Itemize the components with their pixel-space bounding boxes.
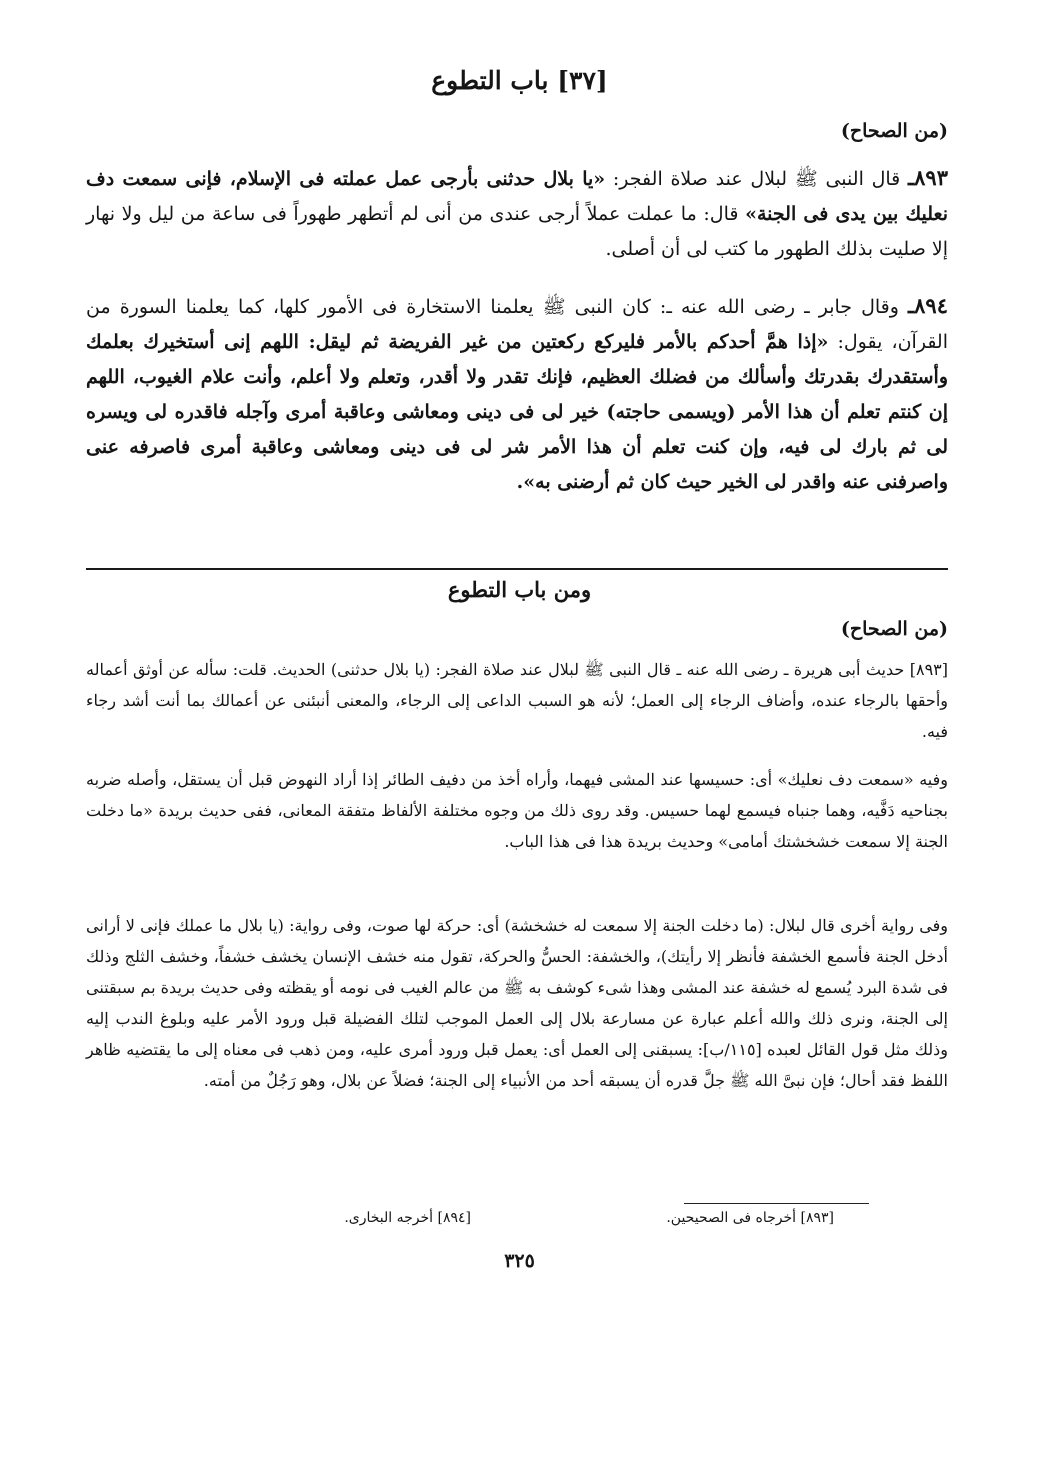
source-label: (من الصحاح)	[840, 618, 948, 640]
hadith-intro: وقال جابر ـ رضى الله عنه ـ: كان النبى ﷺ يعلمنا الاستخارة فى الأمور كلها، كما يعلمنا السورة من القرآن، يقول:	[86, 296, 948, 353]
section-divider	[86, 568, 948, 570]
hadith-quote: «إذا همَّ أحدكم بالأمر فليركع ركعتين من غير الفريضة ثم ليقل: اللهم إنى أستخيرك بعلمك وأستقدرك بقدرتك وأسألك من فضلك العظيم، فإنك تقدر ولا أقدر، وتعلم ولا أعلم، وأنت علام الغيوب، اللهم إن كنتم تعلم أن هذا الأمر (ويسمى حاجته) خير لى فى دينى ومعاشى وعاقبة أمرى وآجله فاقدره لى ويسره لى ثم بارك لى فيه، وإن كنت تعلم أن هذا الأمر شر لى فى دينى ومعاشى وعاقبة أمرى فاصرفه عنى واصرفنى عنه واقدر لى الخير حيث كان ثم أرضنى به».	[86, 331, 948, 493]
hadith-quote: «يا بلال حدثنى بأرجى عمل عملته فى الإسلام، فإنى سمعت دف نعليك بين يدى فى الجنة»	[86, 168, 948, 225]
commentary-paragraph: وفيه «سمعت دف نعليك» أى: حسيسها عند المشى فيهما، وأراه أخذ من دفيف الطائر إذا أراد النهوض قبل أن يستقل، وأصله ضربه بجناحيه دَفَّيه، وهما جنباه فيسمع لهما حسيس. وقد روى ذلك من وجوه مختلفة الألفاظ متفقة المعانى، ففى حديث بريدة «ما دخلت الجنة إلا سمعت خشخشتك أمامى» وحديث بريدة هذا فى هذا الباب.	[86, 770, 949, 851]
hadith-intro: قال النبى ﷺ لبلال عند صلاة الفجر:	[605, 168, 901, 190]
hadith-894	[86, 288, 948, 500]
section-title: ومن باب التطوع	[447, 577, 592, 602]
hadith-893	[86, 160, 948, 267]
footnote-893: [٨٩٣] أخرجاه فى الصحيحين.	[666, 1210, 834, 1226]
hadith-number: ٨٩٣ـ	[908, 165, 948, 190]
chapter-title: [٣٧] باب التطوع	[431, 66, 608, 95]
footnote-rule	[684, 1203, 869, 1204]
footnote-894: [٨٩٤] أخرجه البخارى.	[344, 1210, 471, 1226]
page-number: ٣٢٥	[504, 1250, 535, 1272]
hadith-rest: قال: ما عملت عملاً أرجى عندى من أنى لم أتطهر طهوراً فى ساعة من ليل ولا نهار إلا صليت بذلك الطهور ما كتب لى أن أصلى.	[86, 203, 948, 260]
commentary-paragraph: [٨٩٣] حديث أبى هريرة ـ رضى الله عنه ـ قال النبى ﷺ لبلال عند صلاة الفجر: (يا بلال حدثنى) الحديث. قلت: سأله عن أوثق أعماله وأحقها بالرجاء عنده، وأضاف الرجاء إلى العمل؛ لأنه هو السبب الداعى إلى الرجاء، والمعنى أنبئنى عن أعمالك بما أنت أشد رجاء فيه.	[86, 660, 948, 741]
source-label: (من الصحاح)	[840, 120, 948, 142]
hadith-number: ٨٩٤ـ	[908, 293, 948, 318]
commentary-paragraph: وفى رواية أخرى قال لبلال: (ما دخلت الجنة إلا سمعت له خشخشة) أى: حركة لها صوت، وفى رواية: (يا بلال ما عملك فإنى لا أرانى أدخل الجنة فأسمع الخشفة فأنظر إلا رأيتك)، والخشفة: الحسُّ والحركة، تقول منه خشف الإنسان يخشف خشفاً، وخشف الثلج وذلك فى شدة البرد يُسمع له خشفة عند المشى وهذا شىء كوشف به ﷺ من عالم الغيب فى نومه أو يقظته وفى حديث بريدة بم سبقتنى إلى الجنة، ونرى ذلك والله أعلم عبارة عن مسارعة بلال إلى العمل الموجب لتلك الفضيلة قبل ورود الأمر عليه وبلوغ الندب إليه وذلك مثل قول القائل لعبده [١١٥/ب]: يسبقنى إلى العمل أى: يعمل قبل ورود أمرى عليه، ومن ذهب فى معناه إلى ما يقتضيه ظاهر اللفظ فقد أحال؛ فإن نبىَّ الله ﷺ جلَّ قدره أن يسبقه أحد من الأنبياء إلى الجنة؛ فضلاً عن بلال، وهو رَجُلٌ من أمته.	[86, 916, 949, 1090]
